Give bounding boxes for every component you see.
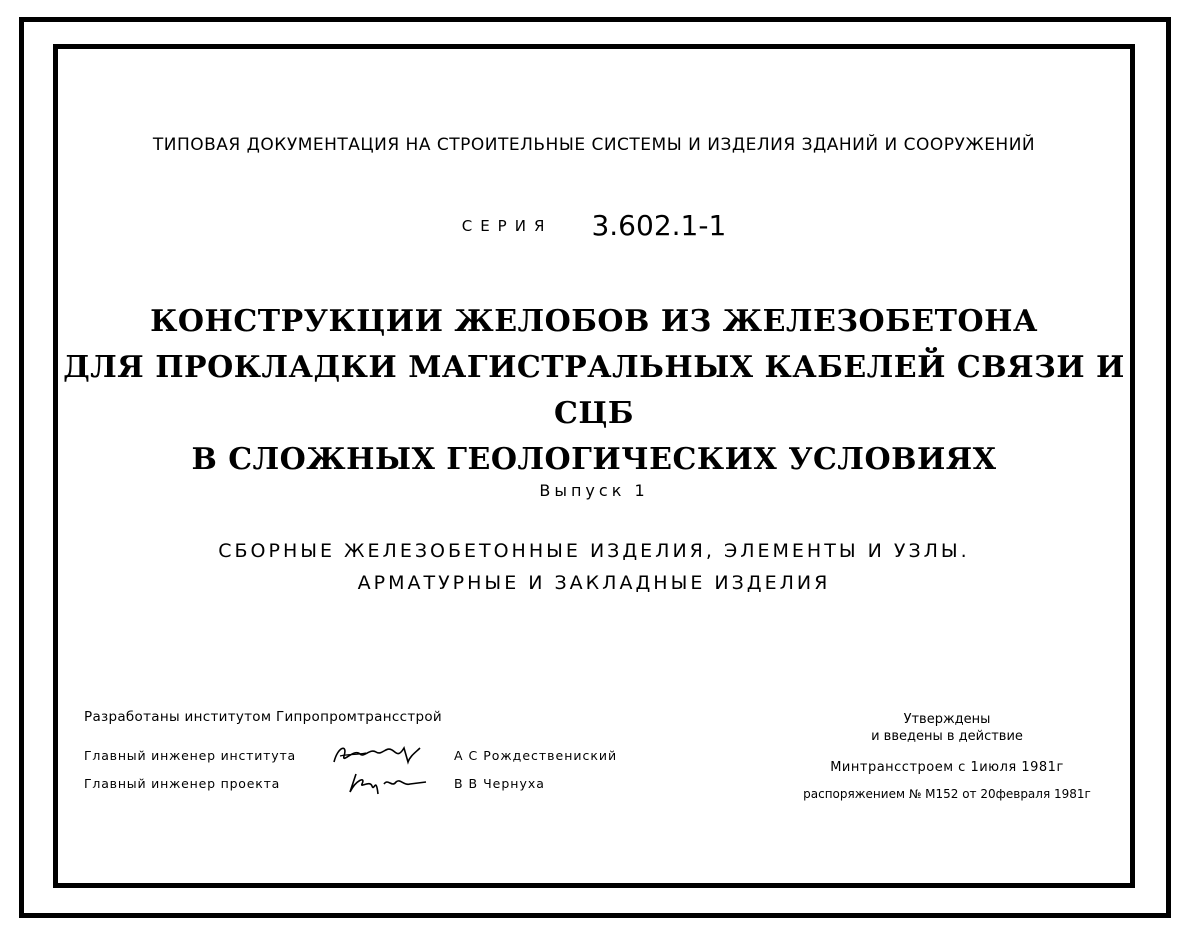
title-sheet — [53, 44, 1135, 888]
title-line-2: ДЛЯ ПРОКЛАДКИ МАГИСТРАЛЬНЫХ КАБЕЛЕЙ СВЯЗИ И СЦБ — [63, 350, 1125, 431]
documentation-header: ТИПОВАЯ ДОКУМЕНТАЦИЯ НА СТРОИТЕЛЬНЫЕ СИСТЕМЫ И ИЗДЕЛИЯ ЗДАНИЙ И СООРУЖЕНИЙ — [152, 135, 1036, 155]
issue-label: Выпуск 1 — [539, 481, 649, 500]
approval-authority: Минтрансстроем с 1июля 1981г — [830, 760, 1064, 775]
main-title — [58, 299, 1130, 483]
approval-order: распоряжением № М152 от 20февраля 1981г — [803, 787, 1091, 801]
series-label: СЕРИЯ — [461, 216, 553, 235]
developer-name: А С Рождествениский — [454, 747, 618, 763]
title-line-3: В СЛОЖНЫХ ГЕОЛОГИЧЕСКИХ УСЛОВИЯХ — [191, 442, 997, 477]
title-line-1: КОНСТРУКЦИИ ЖЕЛОБОВ ИЗ ЖЕЛЕЗОБЕТОНА — [150, 304, 1038, 339]
developers-block — [84, 709, 617, 797]
series-number: 3.602.1-1 — [591, 209, 727, 242]
approval-line-1: Утверждены — [903, 712, 991, 727]
subtitle-line-1: СБОРНЫЕ ЖЕЛЕЗОБЕТОННЫЕ ИЗДЕЛИЯ, ЭЛЕМЕНТЫ И УЗЛЫ. — [218, 540, 970, 562]
subtitle — [58, 535, 1130, 599]
approval-block — [782, 711, 1112, 803]
series-row — [58, 209, 1130, 242]
developer-name: В В Чернуха — [454, 775, 545, 791]
developer-row — [84, 741, 617, 769]
subtitle-line-2: АРМАТУРНЫЕ И ЗАКЛАДНЫЕ ИЗДЕЛИЯ — [357, 572, 831, 594]
developer-row — [84, 769, 617, 797]
developer-role: Главный инженер проекта — [84, 775, 281, 791]
approval-line-2: и введены в действие — [871, 729, 1023, 744]
signature-image — [326, 770, 446, 796]
developers-title: Разработаны институтом Гипропромтрансстрой — [84, 709, 442, 725]
signature-image — [326, 742, 446, 768]
developer-role: Главный инженер института — [84, 747, 296, 763]
